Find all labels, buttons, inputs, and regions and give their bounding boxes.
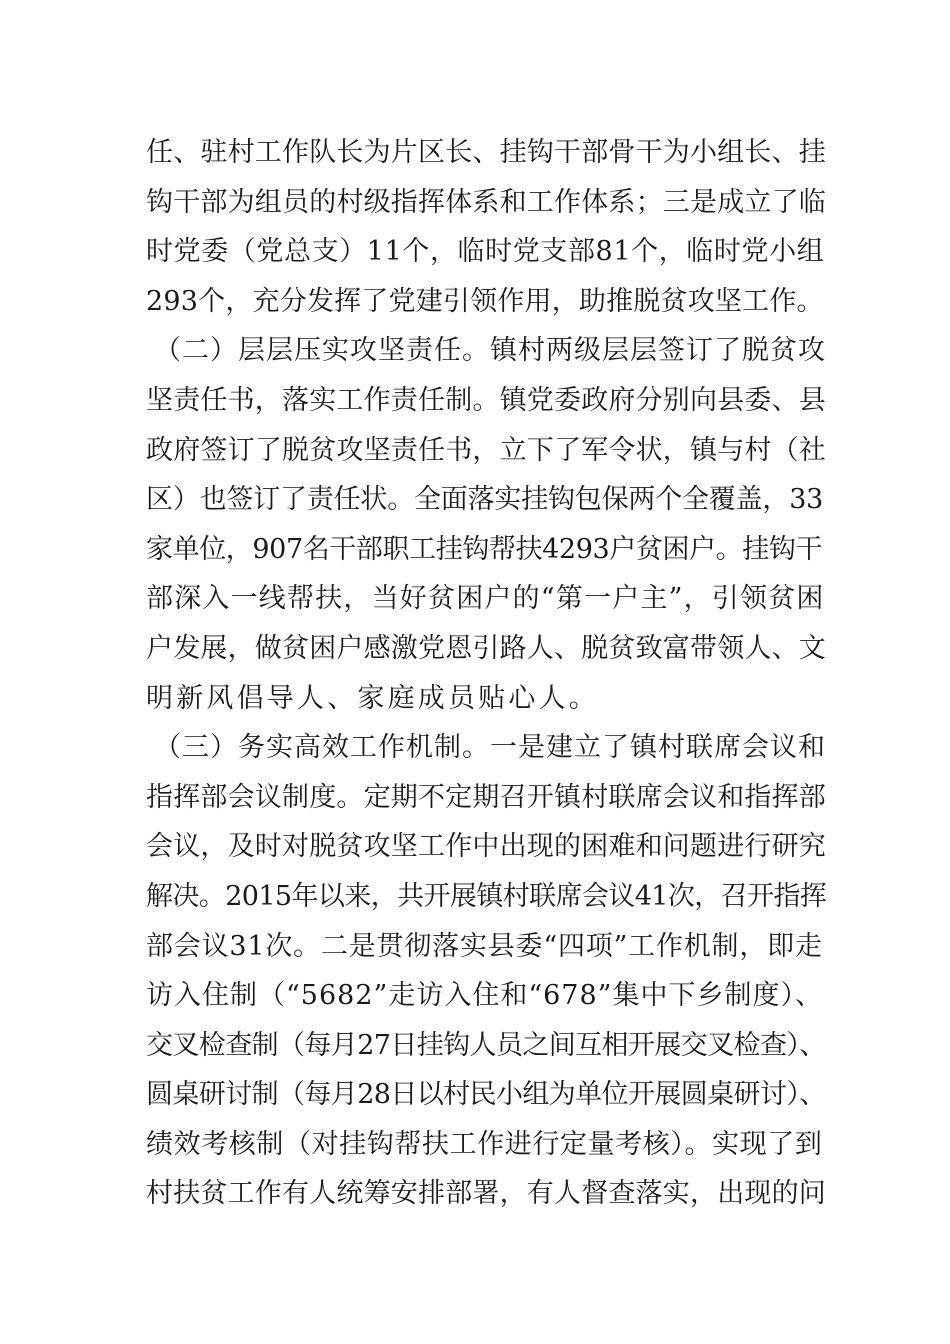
paragraph-heading-line: （三）务实高效工作机制。一是建立了镇村联席会议和 [154, 732, 826, 764]
text-line: 指挥部会议制度。定期不定期召开镇村联席会议和指挥部 [146, 781, 826, 813]
document-body [146, 128, 827, 1219]
text-line: 部会议31次。二是贯彻落实县委“四项”工作机制，即走 [146, 930, 823, 962]
text-line: 区）也签订了责任状。全面落实挂钩包保两个全覆盖，33 [146, 484, 824, 516]
text-line: 户发展，做贫困户感激党恩引路人、脱贫致富带领人、文 [146, 632, 826, 664]
paragraph-heading-line: （二）层层压实攻坚责任。镇村两级层层签订了脱贫攻 [154, 335, 826, 367]
text-line: 解决。2015年以来，共开展镇村联席会议41次，召开指挥 [146, 880, 827, 912]
text-line: 任、驻村工作队长为片区长、挂钩干部骨干为小组长、挂 [146, 137, 826, 168]
text-line: 钩干部为组员的村级指挥体系和工作体系；三是成立了临 [146, 186, 826, 218]
text-line: 绩效考核制（对挂钩帮扶工作进行定量考核）。实现了到 [146, 1128, 823, 1160]
text-line: 坚责任书，落实工作责任制。镇党委政府分别向县委、县 [146, 384, 826, 416]
text-line: 时党委（党总支）11个，临时党支部81个，临时党小组 [146, 236, 825, 268]
text-line: 明新风倡导人、家庭成员贴心人。 [146, 682, 599, 714]
text-line: 政府签订了脱贫攻坚责任书，立下了军令状，镇与村（社 [146, 434, 826, 466]
text-line: 部深入一线帮扶，当好贫困户的“第一户主”，引领贫困 [146, 583, 825, 615]
text-line: 293个，充分发挥了党建引领作用，助推脱贫攻坚工作。 [146, 285, 824, 317]
text-line: 村扶贫工作有人统筹安排部署，有人督查落实，出现的问 [146, 1178, 826, 1210]
text-line: 访入住制（“5682”走访入住和“678”集中下乡制度）、 [146, 980, 823, 1012]
text-line: 会议，及时对脱贫攻坚工作中出现的困难和问题进行研究 [146, 831, 826, 863]
text-line: 交叉检查制（每月27日挂钩人员之间互相开展交叉检查）、 [146, 1029, 826, 1061]
text-line: 圆桌研讨制（每月28日以村民小组为单位开展圆桌研讨）、 [146, 1079, 826, 1111]
text-line: 家单位，907名干部职工挂钩帮扶4293户贫困户。挂钩干 [146, 533, 823, 565]
